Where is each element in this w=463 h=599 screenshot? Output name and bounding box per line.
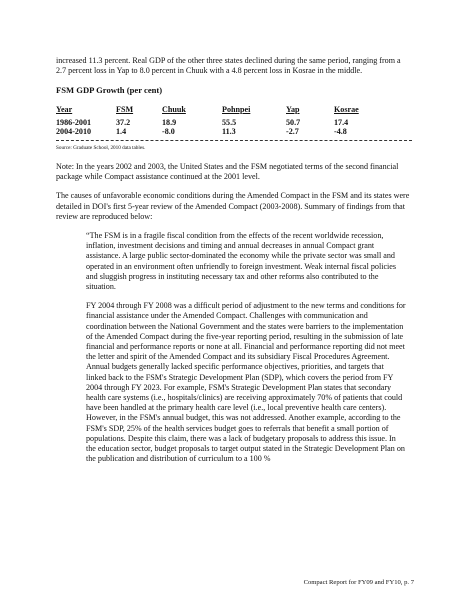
col-header-year: Year <box>56 104 73 114</box>
table-divider <box>56 140 412 141</box>
table-cell: 11.3 <box>222 127 236 137</box>
col-header-yap: Yap <box>286 104 300 114</box>
col-header-fsm: FSM <box>116 104 134 114</box>
col-header-pohnpei: Pohnpei <box>222 104 251 114</box>
causes-paragraph: The causes of unfavorable economic conditions during the Amended Compact in the FSM and its states were detailed in DOI's first 5-year review of the Amended Compact (2003-2008). Summary of findings from that review are reproduced below: <box>56 191 410 221</box>
table-cell: 1.4 <box>116 127 127 137</box>
table-cell: 2004-2010 <box>56 127 92 137</box>
table-cell: -4.8 <box>334 127 347 137</box>
quote-paragraph-2: FY 2004 through FY 2008 was a difficult period of adjustment to the new terms and conditions for financial assistance under the Amended Compact. Challenges with communication and coordination between the National Government and the states were barriers to the implementation of the Amended Compact during the five-year reporting period, resulting in the submission of late financial and performance reports or none at all. Financial and performance reporting did not meet the letter and spirit of the Amended Compact and its subsidiary Fiscal Procedures Agreement. Annual budgets generally lacked specific performance objectives, priorities, and targets that linked back to the FSM's Strategic Development Plan (SDP), which covers the period from FY 2004 through FY 2023. For example, FSM's Strategic Development Plan states that secondary health care systems (i.e., hospitals/clinics) are receiving approximately 70% of patients that could have been handled at the primary health care level (i.e., local preventive health care centers). However, in the FSM's annual budget, this was not addressed. Another example, according to the FSM's SDP, 25% of the health services budget goes to referrals that benefit a small portion of populations. Despite this claim, there was a lack of budgetary proposals to address this issue. In the education sector, budget proposals to target output stated in the Strategic Development Plan on the publication and distribution of curriculum to a 100 % <box>86 301 406 464</box>
table-row <box>56 118 376 128</box>
page-footer: Compact Report for FY09 and FY10, p. 7 <box>303 579 414 586</box>
table-cell: 37.2 <box>116 117 131 127</box>
quote-paragraph-1: “The FSM is in a fragile fiscal condition from the effects of the recent worldwide recession, inflation, investment decisions and timing and annual decreases in annual Compact grant assistance. A large public sector-dominated the economy while the private sector was small and operated in an environment often unfriendly to foreign investment. Weak internal fiscal policies and sluggish progress in instituting necessary tax and other reforms also contributed to the situation. <box>86 231 397 292</box>
table-cell: -2.7 <box>286 127 299 137</box>
document-page <box>56 56 412 464</box>
gdp-growth-table <box>56 105 376 137</box>
note-paragraph: Note: In the years 2002 and 2003, the United States and the FSM negotiated terms of the second financial package while Compact assistance continued at the 2001 level. <box>56 162 399 182</box>
table-cell: 1986-2001 <box>56 117 92 127</box>
table-cell: 50.7 <box>286 117 301 127</box>
table-cell: 18.9 <box>162 117 177 127</box>
table-cell: 55.5 <box>222 117 237 127</box>
table-row <box>56 127 376 137</box>
intro-paragraph: increased 11.3 percent. Real GDP of the other three states declined during the same period, ranging from a 2.7 percent loss in Yap to 8.0 percent in Chuuk with a 4.8 percent loss in Kosrae in the middle. <box>56 56 401 76</box>
table-cell: 17.4 <box>334 117 349 127</box>
table-title: FSM GDP Growth (per cent) <box>56 85 163 96</box>
table-header-row <box>56 105 376 118</box>
table-cell: -8.0 <box>162 127 175 137</box>
col-header-kosrae: Kosrae <box>334 104 359 114</box>
table-source-note: Source: Graduate School, 2010 data tables. <box>56 144 146 151</box>
col-header-chuuk: Chuuk <box>162 104 186 114</box>
